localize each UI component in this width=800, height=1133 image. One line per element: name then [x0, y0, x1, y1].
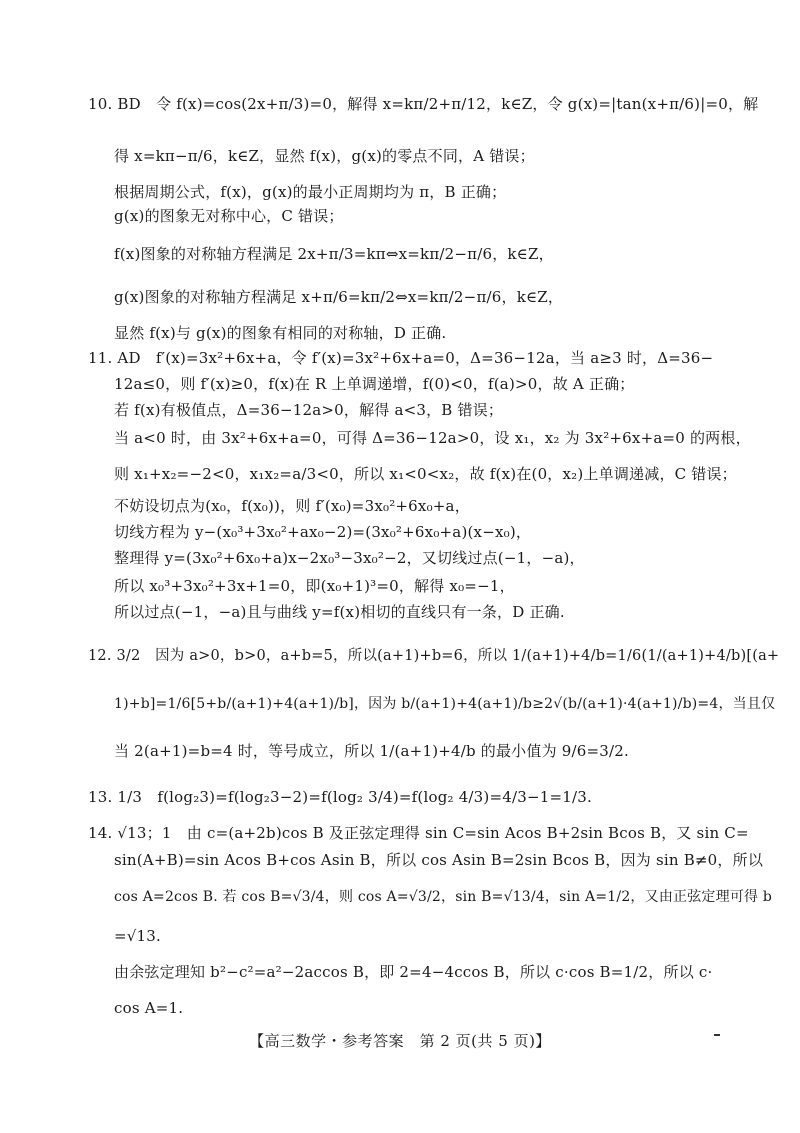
- q10-line-6: g(x)图象的对称轴方程满足 x+π/6=kπ/2⇔x=kπ/2−π/6，k∈Z，: [114, 288, 564, 306]
- q14-line-4: =√13.: [114, 927, 161, 945]
- q11-line-2: 12a≤0，则 f′(x)≥0，f(x)在 R 上单调递增，f(0)<0，f(a)>0，故 A 正确；: [114, 375, 635, 393]
- q10-line-2: 得 x=kπ−π/6，k∈Z，显然 f(x)，g(x)的零点不同，A 错误；: [114, 147, 535, 165]
- corner-mark: [714, 1034, 720, 1036]
- q12-line-2: 1)+b]=1/6[5+b/(a+1)+4(a+1)/b]，因为 b/(a+1)+4(a+1)/b≥2√(b/(a+1)·4(a+1)/b)=4，当且仅: [114, 696, 776, 712]
- q11-line-1: 11. AD f′(x)=3x²+6x+a，令 f′(x)=3x²+6x+a=0，Δ=36−12a，当 a≥3 时，Δ=36−: [88, 349, 714, 367]
- q11-line-10: 所以过点(−1，−a)且与曲线 y=f(x)相切的直线只有一条，D 正确.: [114, 603, 565, 621]
- q13-line-1: 13. 1/3 f(log₂3)=f(log₂3−2)=f(log₂ 3/4)=f(log₂ 4/3)=4/3−1=1/3.: [88, 788, 592, 806]
- q11-line-7: 切线方程为 y−(x₀³+3x₀²+ax₀−2)=(3x₀²+6x₀+a)(x−x₀)，: [114, 523, 532, 541]
- q10-line-4: g(x)的图象无对称中心，C 错误；: [114, 207, 344, 225]
- q11-line-3: 若 f(x)有极值点，Δ=36−12a>0，解得 a<3，B 错误；: [114, 401, 504, 419]
- q10-line-5: f(x)图象的对称轴方程满足 2x+π/3=kπ⇔x=kπ/2−π/6，k∈Z，: [114, 245, 554, 263]
- q11-line-8: 整理得 y=(3x₀²+6x₀+a)x−2x₀³−3x₀²−2，又切线过点(−1，−a)，: [114, 549, 585, 567]
- q10-line-1: 10. BD 令 f(x)=cos(2x+π/3)=0，解得 x=kπ/2+π/12，k∈Z，令 g(x)=|tan(x+π/6)|=0，解: [88, 95, 759, 113]
- q12-line-3: 当 2(a+1)=b=4 时，等号成立，所以 1/(a+1)+4/b 的最小值为 9/6=3/2.: [114, 742, 629, 760]
- q14-line-2: sin(A+B)=sin Acos B+cos Asin B，所以 cos Asin B=2sin Bcos B，因为 sin B≠0，所以: [114, 851, 764, 869]
- page-footer: 【高三数学・参考答案 第 2 页(共 5 页)】: [249, 1032, 551, 1050]
- q11-line-4: 当 a<0 时，由 3x²+6x+a=0，可得 Δ=36−12a>0，设 x₁，x₂ 为 3x²+6x+a=0 的两根，: [114, 429, 751, 447]
- q11-line-5: 则 x₁+x₂=−2<0，x₁x₂=a/3<0，所以 x₁<0<x₂，故 f(x)在(0，x₂)上单调递减，C 错误；: [114, 465, 737, 483]
- q14-line-5: 由余弦定理知 b²−c²=a²−2accos B，即 2=4−4ccos B，所以 c·cos B=1/2，所以 c·: [114, 963, 713, 981]
- q14-line-3: cos A=2cos B. 若 cos B=√3/4，则 cos A=√3/2，sin B=√13/4，sin A=1/2，又由正弦定理可得 b: [114, 889, 773, 905]
- q10-line-3: 根据周期公式，f(x)，g(x)的最小正周期均为 π，B 正确；: [114, 183, 507, 201]
- q14-line-6: cos A=1.: [114, 999, 184, 1017]
- q14-line-1: 14. √13；1 由 c=(a+2b)cos B 及正弦定理得 sin C=sin Acos B+2sin Bcos B，又 sin C=: [88, 824, 749, 842]
- q12-line-1: 12. 3/2 因为 a>0，b>0，a+b=5，所以(a+1)+b=6，所以 1/(a+1)+4/b=1/6(1/(a+1)+4/b)[(a+: [88, 648, 780, 664]
- q10-line-7: 显然 f(x)与 g(x)的图象有相同的对称轴，D 正确.: [114, 324, 447, 342]
- q11-line-9: 所以 x₀³+3x₀²+3x+1=0，即(x₀+1)³=0，解得 x₀=−1，: [114, 577, 515, 595]
- q11-line-6: 不妨设切点为(x₀，f(x₀))，则 f′(x₀)=3x₀²+6x₀+a，: [114, 497, 470, 515]
